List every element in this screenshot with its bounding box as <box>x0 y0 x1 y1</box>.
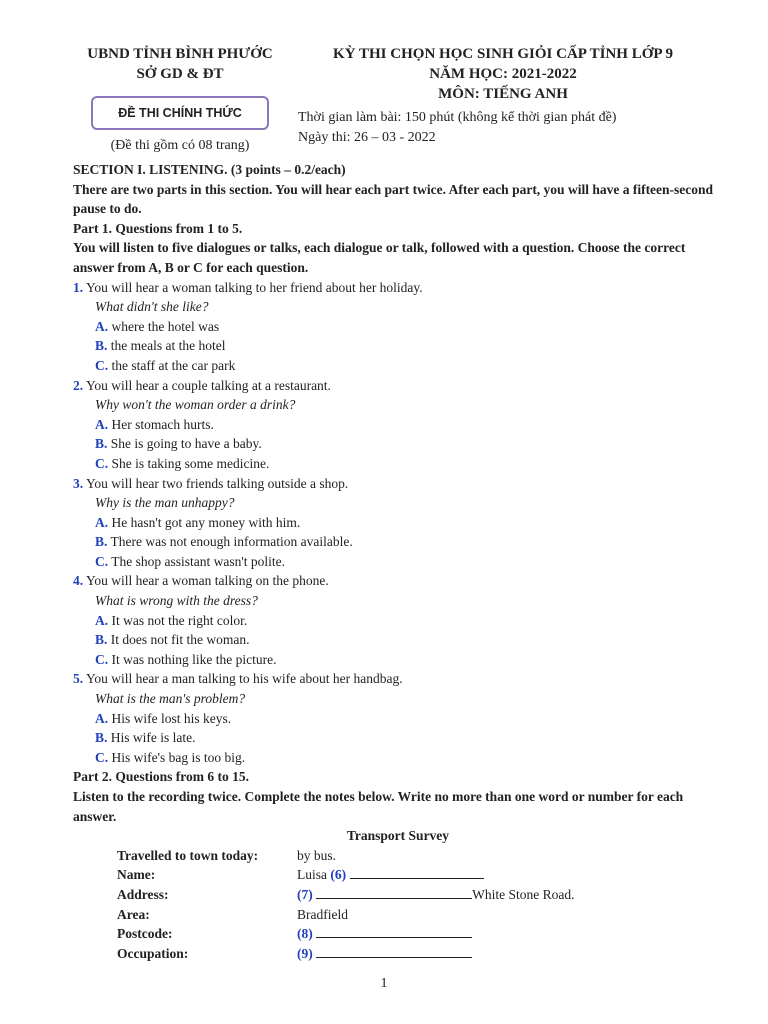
survey-row <box>117 885 574 905</box>
answer-option[interactable] <box>73 630 723 650</box>
survey-field-label: Occupation: <box>117 945 189 961</box>
page-number: 1 <box>380 976 388 991</box>
option-label: A. <box>95 416 109 432</box>
option-text: It was nothing like the picture. <box>111 651 277 667</box>
survey-field-label: Area: <box>117 906 150 922</box>
question-number: 1. <box>73 279 84 295</box>
answer-option[interactable] <box>73 336 723 356</box>
answer-blank[interactable] <box>316 944 472 958</box>
question-item <box>73 278 723 298</box>
option-label: A. <box>95 612 109 628</box>
answer-option[interactable] <box>73 415 723 435</box>
option-label: B. <box>95 534 108 550</box>
question-prompt: Why is the man unhappy? <box>95 495 235 511</box>
question-text: You will hear a woman talking on the phone. <box>86 573 329 589</box>
header-left <box>70 44 290 154</box>
blank-number: (9) <box>297 945 313 961</box>
survey-row <box>117 924 574 944</box>
question-text: You will hear two friends talking outside a shop. <box>86 475 349 491</box>
blank-number: (7) <box>297 886 313 902</box>
survey-field-value <box>297 924 574 944</box>
question-number: 5. <box>73 671 84 687</box>
answer-option[interactable] <box>73 434 723 454</box>
section-instructions: There are two parts in this section. You will hear each part twice. After each part, you will have a fifteen-second pause to do. <box>73 181 714 217</box>
answer-option[interactable] <box>73 532 723 552</box>
option-text: The shop assistant wasn't polite. <box>111 553 286 569</box>
question-number: 4. <box>73 573 84 589</box>
option-label: A. <box>95 514 109 530</box>
survey-row <box>117 846 574 866</box>
survey-field-value <box>297 846 574 866</box>
survey-value-text: by bus. <box>297 847 337 863</box>
option-text: the meals at the hotel <box>110 338 226 354</box>
option-label: C. <box>95 455 109 471</box>
part2-title: Part 2. Questions from 6 to 15. <box>73 769 249 785</box>
exam-date: Ngày thi: 26 – 03 - 2022 <box>298 130 436 145</box>
part1-title: Part 1. Questions from 1 to 5. <box>73 220 243 236</box>
option-label: C. <box>95 651 109 667</box>
section-title: SECTION I. LISTENING. (3 points – 0.2/each) <box>73 162 346 177</box>
option-label: B. <box>95 730 108 746</box>
school-year: NĂM HỌC: 2021-2022 <box>429 66 577 82</box>
answer-option[interactable] <box>73 513 723 533</box>
question-number: 3. <box>73 475 84 491</box>
option-text: Her stomach hurts. <box>111 416 214 432</box>
part2-instructions: Listen to the recording twice. Complete the notes below. Write no more than one word or number for each answer. <box>73 789 684 824</box>
pages-note: (Đề thi gồm có 08 trang) <box>110 138 250 153</box>
survey-title: Transport Survey <box>346 828 450 844</box>
option-label: B. <box>95 632 108 648</box>
question-prompt: What is the man's problem? <box>95 691 246 707</box>
part1-instructions: You will listen to five dialogues or talks, each dialogue or talk, followed with a question. Choose the correct answer from A, B or C for each question. <box>73 240 686 275</box>
answer-option[interactable] <box>73 317 723 337</box>
option-text: She is going to have a baby. <box>110 436 262 452</box>
option-label: C. <box>95 749 109 765</box>
exam-content <box>73 160 723 963</box>
survey-row <box>117 905 574 925</box>
survey-value-text: Luisa <box>297 867 331 883</box>
answer-option[interactable] <box>73 748 723 768</box>
answer-option[interactable] <box>73 552 723 572</box>
question-text: You will hear a man talking to his wife about her handbag. <box>86 671 403 687</box>
option-text: where the hotel was <box>111 318 220 334</box>
duration: Thời gian làm bài: 150 phút (không kể thời gian phát đề) <box>298 110 617 125</box>
answer-blank[interactable] <box>316 885 472 899</box>
option-label: A. <box>95 710 109 726</box>
question-item <box>73 571 723 591</box>
option-label: B. <box>95 436 108 452</box>
option-label: C. <box>95 553 109 569</box>
question-item <box>73 474 723 494</box>
exam-title: KỲ THI CHỌN HỌC SINH GIỎI CẤP TỈNH LỚP 9 <box>333 46 673 62</box>
option-text: His wife's bag is too big. <box>111 749 246 765</box>
question-text: You will hear a couple talking at a restaurant. <box>86 377 331 393</box>
question-prompt: What is wrong with the dress? <box>95 593 258 609</box>
answer-blank[interactable] <box>350 865 484 879</box>
option-label: B. <box>95 338 108 354</box>
question-item <box>73 376 723 396</box>
answer-option[interactable] <box>73 728 723 748</box>
option-text: His wife is late. <box>110 730 196 746</box>
subject: MÔN: TIẾNG ANH <box>438 86 568 102</box>
survey-field-value <box>297 944 574 964</box>
option-text: It was not the right color. <box>111 612 248 628</box>
option-text: She is taking some medicine. <box>111 455 270 471</box>
header-right <box>298 44 708 148</box>
answer-option[interactable] <box>73 454 723 474</box>
survey-field-value <box>297 885 574 905</box>
official-exam-badge: ĐỀ THI CHÍNH THỨC <box>91 96 269 130</box>
blank-number: (6) <box>330 867 347 883</box>
option-text: There was not enough information available. <box>110 534 353 550</box>
department-name: SỞ GD & ĐT <box>136 66 224 82</box>
option-text: the staff at the car park <box>111 357 236 373</box>
question-text: You will hear a woman talking to her friend about her holiday. <box>86 279 423 295</box>
question-prompt: Why won't the woman order a drink? <box>95 397 296 413</box>
answer-option[interactable] <box>73 356 723 376</box>
option-text: His wife lost his keys. <box>111 710 232 726</box>
option-label: C. <box>95 357 109 373</box>
survey-table <box>117 846 574 964</box>
survey-row <box>117 944 574 964</box>
authority-name: UBND TỈNH BÌNH PHƯỚC <box>87 46 273 62</box>
question-list <box>73 278 723 768</box>
survey-field-label: Address: <box>117 886 169 902</box>
survey-field-label: Postcode: <box>117 926 173 942</box>
survey-value-text: White Stone Road. <box>472 886 575 902</box>
survey-value-text: Bradfield <box>297 906 348 922</box>
option-text: He hasn't got any money with him. <box>111 514 301 530</box>
blank-number: (8) <box>297 926 313 942</box>
survey-field-value <box>297 865 574 885</box>
survey-row <box>117 865 574 885</box>
survey-field-value <box>297 905 574 925</box>
survey-field-label: Name: <box>117 867 156 883</box>
survey-field-label: Travelled to town today: <box>117 847 259 863</box>
answer-blank[interactable] <box>316 924 472 938</box>
option-text: It does not fit the woman. <box>110 632 250 648</box>
answer-option[interactable] <box>73 650 723 670</box>
answer-option[interactable] <box>73 611 723 631</box>
question-item <box>73 669 723 689</box>
question-number: 2. <box>73 377 84 393</box>
option-label: A. <box>95 318 109 334</box>
question-prompt: What didn't she like? <box>95 299 209 315</box>
answer-option[interactable] <box>73 709 723 729</box>
